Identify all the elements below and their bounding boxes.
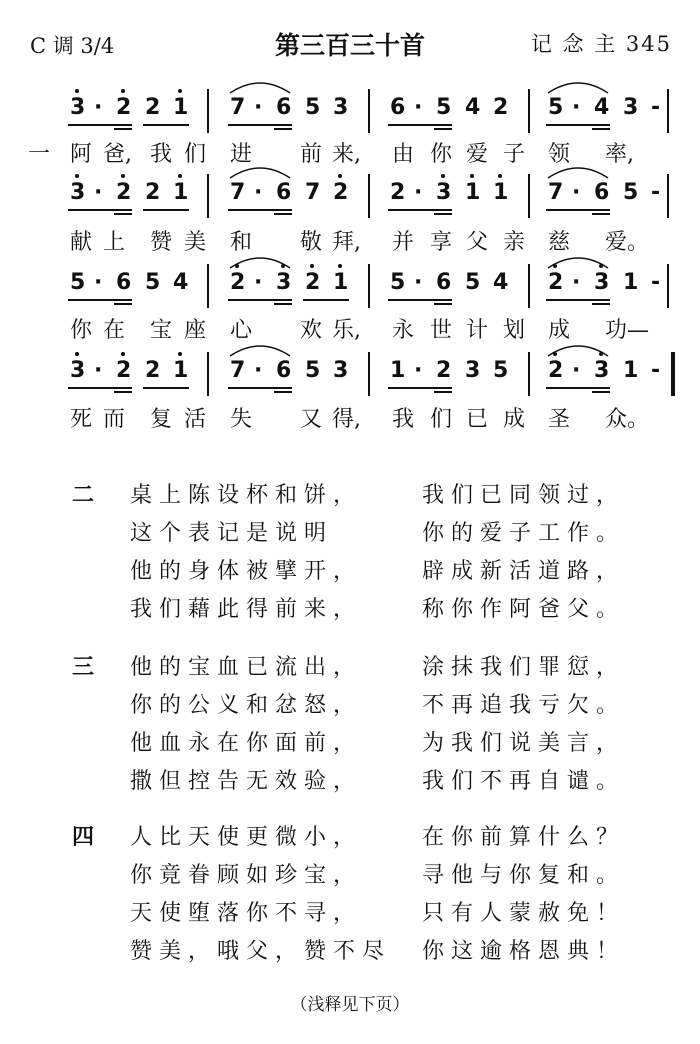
note-token: ·	[94, 270, 103, 295]
barline	[207, 174, 209, 218]
lyric-char: 又	[300, 407, 323, 432]
note-token: 3	[623, 95, 639, 120]
note-token: 1	[173, 358, 189, 383]
lyric-char: 成	[503, 407, 526, 432]
lyric-char: 死	[70, 407, 93, 432]
barline	[528, 264, 530, 308]
note-token: 2	[548, 270, 564, 295]
slur-arc	[546, 342, 610, 358]
slur-arc	[228, 342, 292, 358]
beam-line	[228, 209, 292, 211]
note-token: ·	[254, 358, 263, 383]
note-token: 3	[70, 95, 86, 120]
octave-dot	[310, 264, 314, 268]
beam-line	[274, 303, 292, 305]
note-token: 1	[173, 95, 189, 120]
verse-line: 涂抹我们罪愆，	[422, 655, 626, 680]
note-token: 5	[305, 95, 321, 120]
verse-number: 二	[72, 483, 95, 508]
lyric-char: 划	[503, 318, 526, 343]
beam-line	[114, 213, 132, 215]
note-token: 4	[493, 270, 509, 295]
note-token: 2	[145, 180, 161, 205]
beam-line	[388, 124, 452, 126]
octave-dot	[178, 352, 182, 356]
verse-line: 称你作阿爸父。	[422, 597, 626, 622]
beam-line	[143, 209, 189, 211]
lyric-char: 已	[466, 407, 489, 432]
lyric-char: 在	[103, 318, 126, 343]
octave-dot	[121, 174, 125, 178]
lyric-char: 成	[548, 318, 571, 343]
lyric-char: 功—	[605, 318, 650, 343]
lyric-char: 上	[103, 230, 126, 255]
slur-arc	[228, 254, 292, 270]
note-token: 2	[436, 358, 452, 383]
note-token: 7	[305, 180, 321, 205]
octave-dot	[338, 264, 342, 268]
beam-line	[114, 303, 132, 305]
note-token: 2	[116, 95, 132, 120]
lyric-char: 世	[430, 318, 453, 343]
lyric-char: 你	[70, 318, 93, 343]
beam-line	[143, 124, 189, 126]
note-token: 3	[333, 358, 349, 383]
beam-line	[68, 209, 132, 211]
beam-line	[434, 128, 452, 130]
hymn-reference: 记 念 主 345	[530, 32, 672, 56]
note-token: ·	[414, 95, 423, 120]
note-token: ·	[414, 270, 423, 295]
beam-line	[274, 213, 292, 215]
verse-line: 撒但控告无效验，	[130, 769, 363, 794]
note-token: -	[651, 95, 661, 120]
note-token: 3	[594, 358, 610, 383]
verse-line: 天使堕落你不寻，	[130, 901, 363, 926]
lyric-char: 爸,	[103, 142, 132, 167]
note-token: 7	[548, 180, 564, 205]
note-token: 5	[436, 95, 452, 120]
note-token: 2	[230, 270, 246, 295]
beam-line	[434, 213, 452, 215]
note-token: 1	[623, 270, 639, 295]
lyric-char: 欢	[300, 318, 323, 343]
note-token: 2	[390, 180, 406, 205]
lyric-char: 爱。	[605, 230, 650, 255]
octave-dot	[178, 89, 182, 93]
lyric-char: 享	[430, 230, 453, 255]
beam-line	[592, 303, 610, 305]
octave-dot	[498, 174, 502, 178]
note-token: 5	[305, 358, 321, 383]
note-token: 3	[70, 180, 86, 205]
lyric-char: 和	[230, 230, 253, 255]
note-token: 7	[230, 358, 246, 383]
note-token: 3	[436, 180, 452, 205]
lyric-char: 乐,	[332, 318, 361, 343]
lyric-char: 慈	[548, 230, 571, 255]
verse-line: 你这逾格恩典！	[422, 939, 626, 964]
note-token: 5	[493, 358, 509, 383]
lyric-char: 座	[184, 318, 207, 343]
note-token: 3	[333, 95, 349, 120]
slur-arc	[228, 79, 292, 95]
verse-line: 他的身体被擘开，	[130, 559, 363, 584]
note-token: 6	[390, 95, 406, 120]
verse-line: 赞美，哦父，赞不尽	[130, 939, 392, 964]
note-token: ·	[414, 180, 423, 205]
note-token: ·	[572, 270, 581, 295]
barline	[528, 352, 530, 396]
lyric-char: 心	[230, 318, 253, 343]
barline	[207, 264, 209, 308]
note-token: 2	[305, 270, 321, 295]
octave-dot	[121, 352, 125, 356]
note-token: 5	[145, 270, 161, 295]
note-token: 7	[230, 180, 246, 205]
note-token: 6	[276, 95, 292, 120]
beam-line	[114, 391, 132, 393]
beam-line	[388, 209, 452, 211]
note-token: 7	[230, 95, 246, 120]
lyric-char: 我	[150, 142, 173, 167]
note-token: ·	[572, 180, 581, 205]
note-token: 2	[145, 358, 161, 383]
note-token: ·	[414, 358, 423, 383]
beam-line	[546, 387, 610, 389]
lyric-char: 亲	[503, 230, 526, 255]
slur-arc	[546, 164, 610, 180]
note-token: 2	[333, 180, 349, 205]
lyric-char: 永	[392, 318, 415, 343]
octave-dot	[470, 174, 474, 178]
barline	[667, 174, 669, 218]
lyric-char: 众。	[605, 407, 650, 432]
octave-dot	[338, 174, 342, 178]
octave-dot	[75, 89, 79, 93]
note-token: 1	[465, 180, 481, 205]
beam-line	[228, 124, 292, 126]
note-token: ·	[254, 180, 263, 205]
barline	[368, 89, 370, 133]
lyric-char: 而	[103, 407, 126, 432]
note-token: ·	[94, 180, 103, 205]
verse-number: 一	[28, 142, 51, 167]
note-token: 4	[465, 95, 481, 120]
beam-line	[228, 387, 292, 389]
beam-line	[434, 303, 452, 305]
slur-arc	[546, 79, 610, 95]
lyric-char: 并	[392, 230, 415, 255]
lyric-char: 前	[300, 142, 323, 167]
note-token: 6	[276, 180, 292, 205]
note-token: 2	[493, 95, 509, 120]
lyric-char: 计	[466, 318, 489, 343]
lyric-char: 复	[150, 407, 173, 432]
octave-dot	[441, 174, 445, 178]
note-token: 6	[594, 180, 610, 205]
note-token: 1	[173, 180, 189, 205]
lyric-char: 父	[466, 230, 489, 255]
lyric-char: 得,	[332, 407, 361, 432]
barline	[667, 89, 669, 133]
note-token: 3	[465, 358, 481, 383]
beam-line	[274, 391, 292, 393]
beam-line	[388, 299, 452, 301]
note-token: 1	[493, 180, 509, 205]
octave-dot	[75, 174, 79, 178]
barline	[368, 352, 370, 396]
lyric-char: 失	[230, 407, 253, 432]
barline	[528, 174, 530, 218]
lyric-char: 子	[503, 142, 526, 167]
note-token: 1	[390, 358, 406, 383]
footer-note: （浅释见下页）	[290, 995, 410, 1015]
beam-line	[546, 209, 610, 211]
lyric-char: 来,	[332, 142, 361, 167]
beam-line	[546, 124, 610, 126]
barline	[207, 352, 209, 396]
lyric-char: 率,	[605, 142, 634, 167]
lyric-char: 你	[430, 142, 453, 167]
note-token: 3	[594, 270, 610, 295]
note-token: 5	[623, 180, 639, 205]
verse-line: 辟成新活道路，	[422, 559, 626, 584]
beam-line	[592, 213, 610, 215]
note-token: 5	[465, 270, 481, 295]
barline	[671, 352, 675, 396]
hymn-title: 第三百三十首	[274, 31, 425, 60]
octave-dot	[75, 352, 79, 356]
note-token: ·	[254, 95, 263, 120]
verse-line: 在你前算什么？	[422, 825, 626, 850]
lyric-char: 我	[392, 407, 415, 432]
verse-line: 我们藉此得前来，	[130, 597, 363, 622]
note-token: 2	[116, 358, 132, 383]
note-token: 2	[116, 180, 132, 205]
barline	[207, 89, 209, 133]
verse-line: 为我们说美言，	[422, 731, 626, 756]
slur-arc	[228, 164, 292, 180]
lyric-char: 赞	[150, 230, 173, 255]
note-token: ·	[572, 358, 581, 383]
verse-number: 三	[72, 655, 95, 680]
lyric-char: 领	[548, 142, 571, 167]
lyric-char: 美	[184, 230, 207, 255]
beam-line	[143, 387, 189, 389]
slur-arc	[546, 254, 610, 270]
note-token: 6	[276, 358, 292, 383]
beam-line	[274, 128, 292, 130]
note-token: 1	[333, 270, 349, 295]
lyric-char: 活	[184, 407, 207, 432]
note-token: ·	[572, 95, 581, 120]
verse-line: 人比天使更微小，	[130, 825, 363, 850]
note-token: 1	[623, 358, 639, 383]
octave-dot	[178, 174, 182, 178]
verse-line: 这个表记是说明	[130, 521, 334, 546]
beam-line	[592, 128, 610, 130]
note-token: -	[651, 270, 661, 295]
beam-line	[68, 387, 132, 389]
lyric-char: 进	[230, 142, 253, 167]
verse-line: 桌上陈设杯和饼，	[130, 483, 363, 508]
barline	[368, 264, 370, 308]
verse-line: 你的爱子工作。	[422, 521, 626, 546]
barline	[667, 264, 669, 308]
lyric-char: 圣	[548, 407, 571, 432]
note-token: 6	[436, 270, 452, 295]
lyric-char: 们	[430, 407, 453, 432]
note-token: 5	[390, 270, 406, 295]
lyric-char: 爱	[466, 142, 489, 167]
note-token: 2	[548, 358, 564, 383]
note-token: ·	[94, 95, 103, 120]
lyric-char: 由	[392, 142, 415, 167]
beam-line	[228, 299, 292, 301]
verse-line: 他的宝血已流出，	[130, 655, 363, 680]
beam-line	[68, 124, 132, 126]
beam-line	[592, 391, 610, 393]
note-token: 3	[70, 358, 86, 383]
note-token: 4	[173, 270, 189, 295]
verse-line: 我们不再自谴。	[422, 769, 626, 794]
verse-line: 他血永在你面前，	[130, 731, 363, 756]
verse-line: 我们已同领过，	[422, 483, 626, 508]
lyric-char: 敬	[300, 230, 323, 255]
note-token: ·	[254, 270, 263, 295]
note-token: ·	[94, 358, 103, 383]
barline	[528, 89, 530, 133]
verse-line: 寻他与你复和。	[422, 863, 626, 888]
note-token: 2	[145, 95, 161, 120]
lyric-char: 献	[70, 230, 93, 255]
beam-line	[303, 299, 349, 301]
verse-line: 不再追我亏欠。	[422, 693, 626, 718]
key-signature: C 调 3/4	[30, 34, 115, 58]
beam-line	[388, 387, 452, 389]
beam-line	[434, 391, 452, 393]
barline	[368, 174, 370, 218]
note-token: 5	[548, 95, 564, 120]
note-token: -	[651, 358, 661, 383]
octave-dot	[121, 89, 125, 93]
verse-line: 你竟眷顾如珍宝，	[130, 863, 363, 888]
verse-number: 四	[72, 825, 95, 850]
beam-line	[114, 128, 132, 130]
verse-line: 只有人蒙赦免！	[422, 901, 626, 926]
lyric-char: 拜,	[332, 230, 361, 255]
beam-line	[68, 299, 132, 301]
note-token: 6	[116, 270, 132, 295]
note-token: 4	[594, 95, 610, 120]
note-token: 5	[70, 270, 86, 295]
lyric-char: 们	[184, 142, 207, 167]
note-token: -	[651, 180, 661, 205]
lyric-char: 阿	[70, 142, 93, 167]
note-token: 3	[276, 270, 292, 295]
verse-line: 你的公义和忿怒，	[130, 693, 363, 718]
beam-line	[546, 299, 610, 301]
lyric-char: 宝	[150, 318, 173, 343]
